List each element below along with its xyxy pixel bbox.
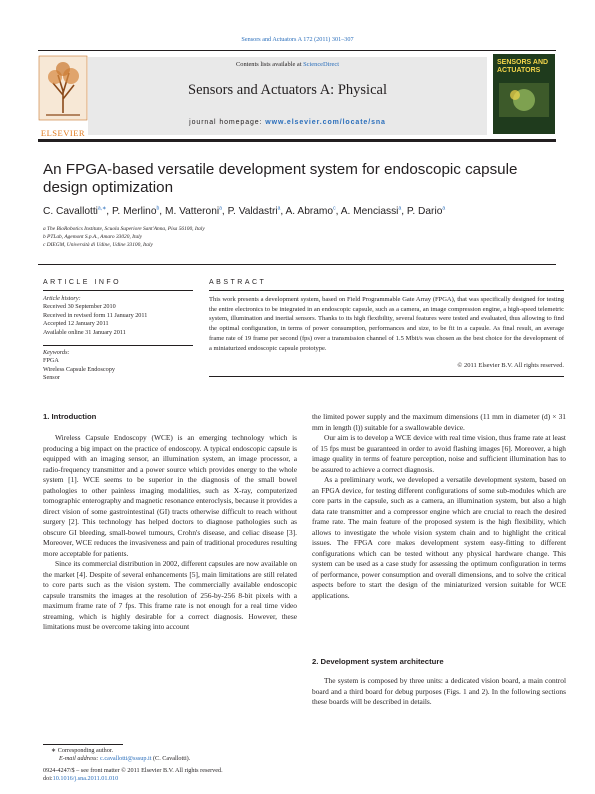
right-column-body: [312, 412, 566, 601]
contents-prefix: Contents lists available at: [236, 61, 304, 68]
cover-title: SENSORS AND ACTUATORS: [497, 59, 549, 74]
affiliation: a The BioRobotics Institute, Scuola Superiore Sant'Anna, Pisa 56100, Italy: [43, 226, 205, 232]
abstract-text: This work presents a development system, based on Field Programmable Gate Array (FPGA), that was specifically designed for testing the entire electronics to be integrated in an endoscopic capsule, such as a camera, an image compression engine, a high-speed telemetric system, illumination and inertial sensors. Thanks to its high flexibility, several features were tested and evaluated, thus allowing to find the optimal configuration, in terms of power consumption, performances and size, to be fit in a capsule. As final result, an average frame rate of 19 frame per second (fps) over a transmission channel of 1.5 Mbit/s was chosen as the best choice for the development of a miniaturized endoscopic capsule prototype.: [209, 296, 564, 352]
journal-homepage: [88, 119, 487, 126]
homepage-link[interactable]: www.elsevier.com/locate/sna: [265, 119, 386, 126]
article-history: [43, 295, 193, 337]
keywords: [43, 349, 193, 383]
copyright: © 2011 Elsevier B.V. All rights reserved.: [457, 362, 564, 369]
journal-reference[interactable]: Sensors and Actuators A 172 (2011) 301–307: [241, 36, 354, 43]
header-top-rule: [38, 50, 556, 51]
paragraph: Wireless Capsule Endoscopy (WCE) is an emerging technology which is producing a big impact on the practice of endoscopy. A typical endoscopic capsule is equipped with an imaging sensor, an illumination system, an image processor, a radio-frequency transmitter and a power source which provides energy to the whole system [1]. WCE seems to be superior in the diagnosis of the small bowel pathologies to other painless imaging modalities, such as X-ray, computerized tomographic enterography and magnetic resonance enteroclysis, because it provides a direct vision of some gastrointestinal (GI) tracts otherwise difficult to reach without surgery [2]. This technology has helped doctors to diagnose pathologies such as obscure GI bleeding, small-bowel tumours, Crohn's disease, and celiac disease [3]. Moreover, WCE reduces the invasiveness and pain of traditional procedures resulting more acceptable for patients.: [43, 433, 297, 558]
author: P. Merlino$^b$,: [111, 206, 165, 218]
history-online: Available online 31 January 2011: [43, 328, 126, 336]
paragraph: The system is composed by three units: a dedicated vision board, a main control board and a third board for debug purposes (Figs. 1 and 2). In the following sections these boards will be described in details.: [312, 676, 566, 706]
affiliation: b PTLab, Agemont S.p.A., Amaro 33020, Italy: [43, 234, 143, 240]
corresponding-author: ∗ Corresponding author.: [51, 747, 114, 754]
author-list: [43, 206, 563, 217]
abstract-rule: [209, 290, 564, 291]
paragraph: the limited power supply and the maximum dimensions (11 mm in diameter (d) × 31 mm in length (l)) suitable for a swallowable device.: [312, 412, 566, 432]
history-revised: Received in revised form 11 January 2011: [43, 311, 148, 319]
keyword: FPGA: [43, 357, 59, 365]
section-2-body: [312, 676, 566, 708]
paragraph: Our aim is to develop a WCE device with real time vision, thus frame rate at least of 15 fps must be guaranteed in order to avoid flashing images [6]. Moreover, a high image quality in terms of feature perception, noise and sufficient illumination has to be assured to achieve a correct diagnosis.: [312, 433, 566, 474]
affiliation: c DIEGM, Università di Udine, Udine 33100, Italy: [43, 242, 153, 248]
keyword: Sensor: [43, 374, 60, 382]
doi-line: [43, 775, 343, 783]
author: C. Cavallotti$^{a,∗}$,: [43, 206, 112, 218]
front-matter: [43, 767, 343, 783]
doi-label: doi:: [43, 775, 53, 783]
header-bottom-rule: [38, 139, 556, 142]
journal-title: Sensors and Actuators A: Physical: [188, 82, 387, 98]
email-link[interactable]: c.cavallotti@sssup.it: [100, 755, 152, 763]
email-line: [51, 755, 291, 763]
footnote: [51, 747, 291, 763]
section-2-heading: 2. Development system architecture: [312, 657, 444, 666]
elsevier-wordmark: ELSEVIER: [40, 128, 86, 138]
sciencedirect-link[interactable]: ScienceDirect: [303, 61, 339, 68]
author: M. Vatteroni$^a$,: [164, 206, 228, 218]
paragraph: Since its commercial distribution in 2002, different capsules are now available on the market [4]. Despite of several enhancements [5], main limitations are still related to core parts such as the vision system. The commercially available endoscopic capsule transmits the images at the resolution of 256-by-256 8-bit pixels with a maximum frame rate of 7 fps. This frame rate is not enough for a real time video streaming, which is highly desirable for a correct diagnosis. However, these limitations must be overcome taking into account: [43, 559, 297, 631]
cover-artwork-icon: [493, 79, 555, 123]
author: P. Valdastri$^a$,: [227, 206, 286, 218]
info-divider: [38, 264, 556, 265]
doi-link[interactable]: 10.1016/j.sna.2011.01.010: [52, 775, 119, 783]
email-suffix: (C. Cavallotti).: [151, 755, 191, 763]
issn-line: 0924-4247/$ – see front matter © 2011 Elsevier B.V. All rights reserved.: [43, 767, 223, 774]
title-line-2: design optimization: [43, 179, 174, 196]
section-1-heading: 1. Introduction: [43, 412, 97, 421]
left-column-body: [43, 433, 297, 633]
email-label: E-mail address:: [59, 755, 101, 763]
paragraph: As a preliminary work, we developed a versatile development system, based on an FPGA device, for testing different configurations of some sub-modules which are core parts in the capsule, such as a camera, an illumination system, but also a high data rate transmitter and a compressor engine which are crucial to reach the desired frame rate. The main feature of the proposed system is the high flexibility, which allows to investigate the whole vision system chain and to highlight the critical issues. The FPGA core makes development system easy-fitting to different configurations which can be tested without any physical hardware change. This system can be used as a case study for assessing the optimum configuration in terms of performance, power consumption and overall dimensions, and to solve the critical aspects before to start the design of the miniaturized version suitable for WCE applications.: [312, 475, 566, 600]
history-accepted: Accepted 12 January 2011: [43, 320, 109, 328]
article-title: [43, 161, 543, 197]
article-info-rule: [43, 290, 193, 291]
elsevier-tree-icon: [38, 55, 88, 121]
abstract-heading: ABSTRACT: [209, 279, 267, 286]
history-received: Received 30 September 2010: [43, 303, 116, 311]
keyword: Wireless Capsule Endoscopy: [43, 365, 115, 373]
journal-cover-thumbnail[interactable]: [493, 54, 555, 134]
author: A. Menciassi$^a$,: [340, 206, 407, 218]
elsevier-logo[interactable]: [38, 55, 88, 138]
contents-line: [88, 61, 487, 68]
article-info-heading: ARTICLE INFO: [43, 279, 122, 286]
title-line-1: An FPGA-based versatile development system for endoscopic capsule: [43, 161, 518, 178]
author: P. Dario$^a$: [406, 206, 446, 218]
homepage-prefix: journal homepage:: [189, 119, 266, 126]
abstract-bottom-rule: [209, 376, 564, 377]
author: A. Abramo$^c$,: [285, 206, 341, 218]
keywords-label: Keywords:: [43, 349, 70, 356]
history-label: Article history:: [43, 295, 81, 302]
